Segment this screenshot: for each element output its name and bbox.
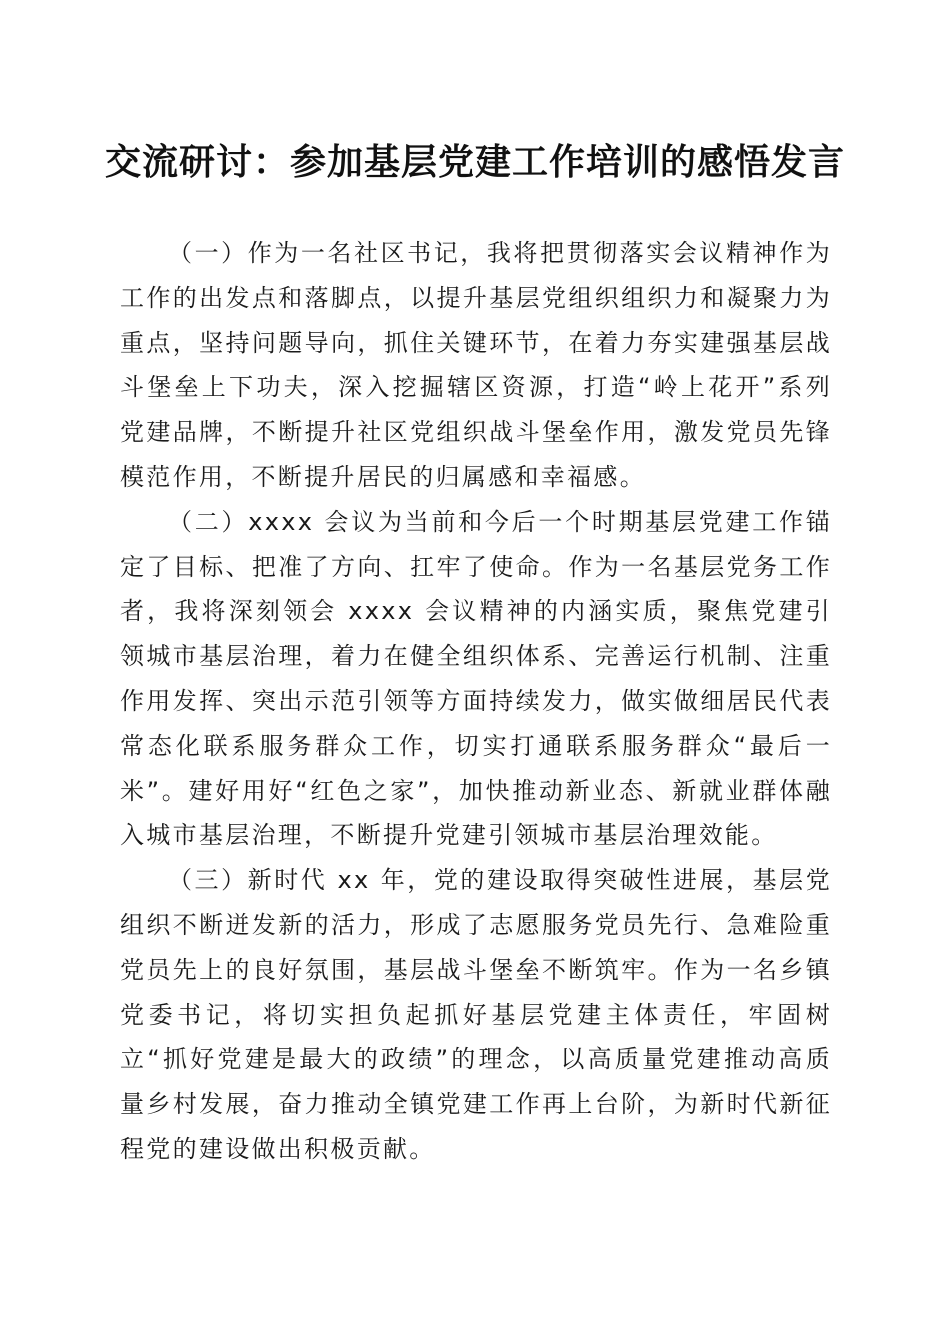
paragraph-3: （三）新时代 xx 年，党的建设取得突破性进展，基层党组织不断迸发新的活力，形成了志愿服务党员先行、急难险重党员先上的良好氛围，基层战斗堡垒不断筑牢。作为一名乡镇党委书记，将切实担负起抓好基层党建主体责任，牢固树立“抓好党建是最大的政绩”的理念，以高质量党建推动高质量乡村发展，奋力推动全镇党建工作再上台阶，为新时代新征程党的建设做出积极贡献。 [120,866,832,1163]
paragraph-1: （一）作为一名社区书记，我将把贯彻落实会议精神作为工作的出发点和落脚点，以提升基层党组织组织力和凝聚力为重点，坚持问题导向，抓住关键环节，在着力夯实建强基层战斗堡垒上下功夫，深入挖掘辖区资源，打造“岭上花开”系列党建品牌，不断提升社区党组织战斗堡垒作用，激发党员先锋模范作用，不断提升居民的归属感和幸福感。 [120,239,832,491]
document-body [120,231,832,1172]
paragraph-2: （二）xxxx 会议为当前和今后一个时期基层党建工作锚定了目标、把准了方向、扛牢了使命。作为一名基层党务工作者，我将深刻领会 xxxx 会议精神的内涵实质，聚焦党建引领城市基层治理，着力在健全组织体系、完善运行机制、注重作用发挥、突出示范引领等方面持续发力，做实做细居民代表常态化联系服务群众工作，切实打通联系服务群众“最后一米”。建好用好“红色之家”，加快推动新业态、新就业群体融入城市基层治理，不断提升党建引领城市基层治理效能。 [120,507,832,850]
page-title: 交流研讨：参加基层党建工作培训的感悟发言 [104,141,845,183]
